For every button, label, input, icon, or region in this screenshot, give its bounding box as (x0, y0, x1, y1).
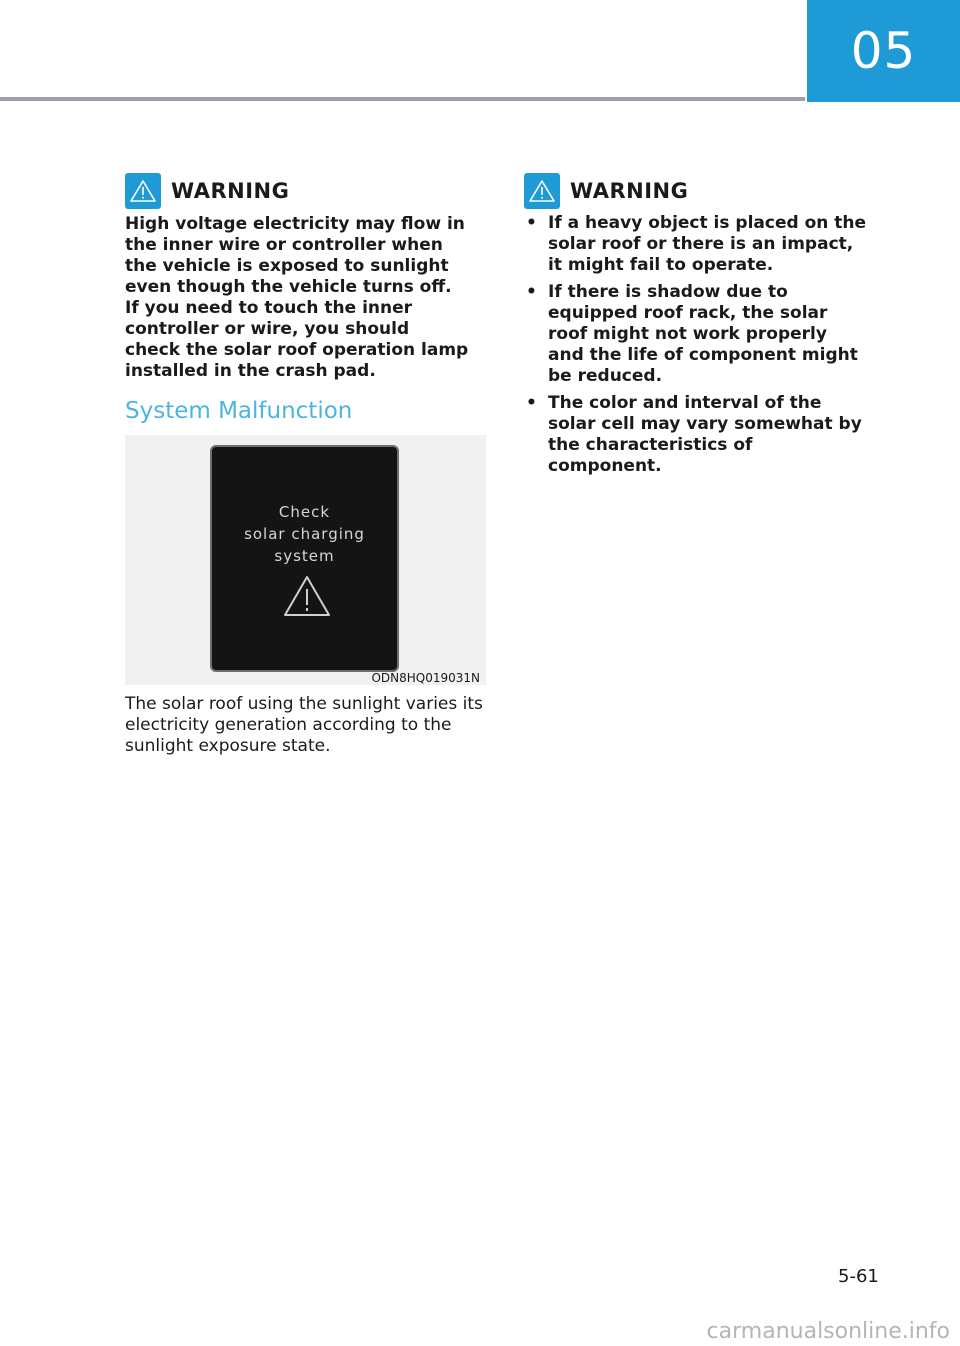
right-warning-header (524, 173, 688, 209)
display-line-1: Check (278, 503, 331, 521)
list-item-text: If there is shadow due to equipped roof rack, the solar roof might not work properly and the life of component might be reduced. (548, 282, 858, 386)
list-item-text: If a heavy object is placed on the solar roof or there is an impact, it might fail to operate. (548, 213, 867, 275)
header-rule (0, 97, 805, 101)
figure-code: ODN8HQ019031N (371, 671, 480, 685)
bullet-dot: • (526, 393, 537, 413)
chapter-tab (807, 0, 960, 102)
watermark: carmanualsonline.info (706, 1319, 950, 1344)
list-item-text: The color and interval of the solar cell may vary somewhat by the characteristics of component. (548, 393, 862, 476)
left-warning-title: WARNING (171, 179, 290, 203)
list-item (522, 282, 867, 387)
left-warning-body: High voltage electricity may flow in the inner wire or controller when the vehicle is exposed to sunlight even though the vehicle turns off. If you need to touch the inner controller or wire, you should check the solar roof operation lamp installed in the crash pad. (125, 214, 469, 381)
left-warning-header (125, 173, 289, 209)
list-item (522, 213, 867, 276)
display-line-3: system (274, 547, 335, 565)
display-message (212, 501, 397, 567)
page-number: 5-61 (838, 1266, 879, 1287)
display-warning-icon (282, 574, 332, 618)
warning-triangle-icon (125, 173, 161, 209)
section-heading: System Malfunction (125, 398, 353, 424)
right-warning-body (522, 213, 867, 483)
bullet-dot: • (526, 282, 537, 302)
bullet-dot: • (526, 213, 537, 233)
display-line-2: solar charging (244, 525, 365, 543)
right-warning-title: WARNING (570, 179, 689, 203)
cluster-display (210, 445, 399, 672)
figure-solar-warning (125, 435, 486, 685)
body-paragraph: The solar roof using the sunlight varies its electricity generation according to the sunlight exposure state. (125, 694, 483, 756)
list-item (522, 393, 867, 477)
chapter-number: 05 (850, 22, 917, 80)
warning-triangle-icon (524, 173, 560, 209)
warning-bullet-list (522, 213, 867, 477)
